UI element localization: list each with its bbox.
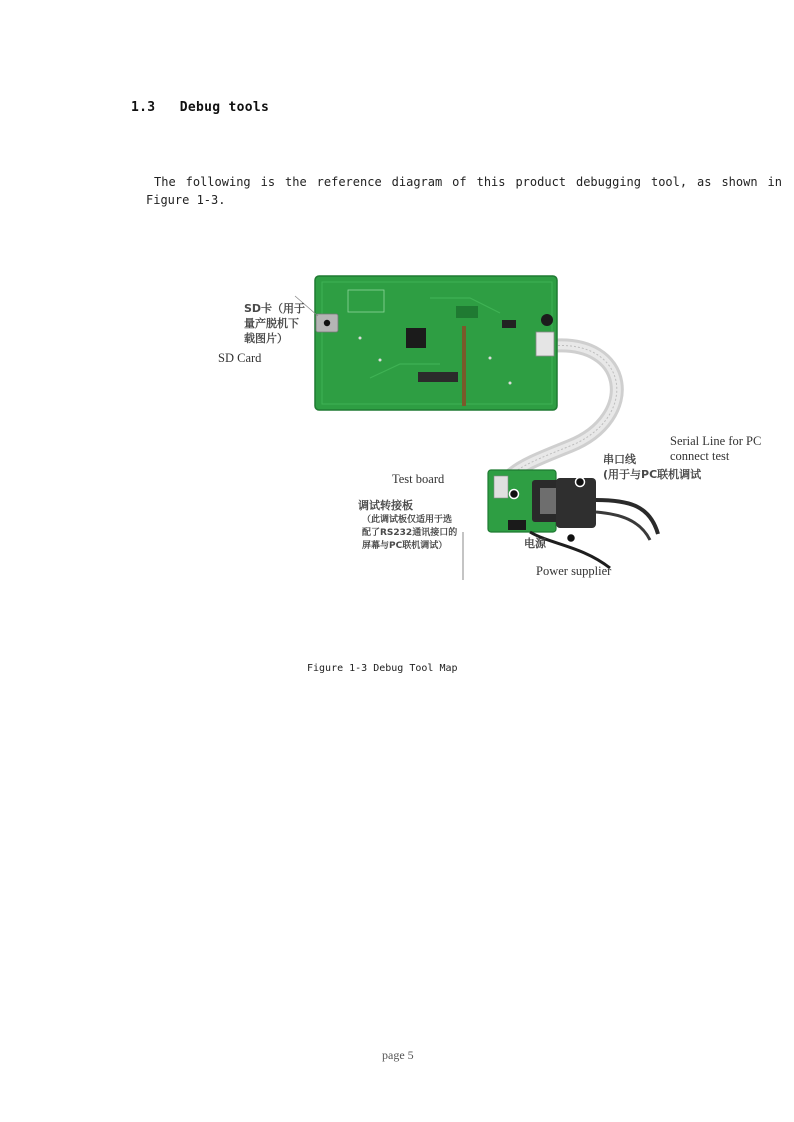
sd-card-cn-label: SD卡（用于 量产脱机下 载图片） xyxy=(244,302,306,345)
page-number: page 5 xyxy=(382,1048,414,1062)
intro-paragraph: The following is the reference diagram of this product debugging tool, as shown in Figure 1-3. xyxy=(146,175,782,207)
test-board xyxy=(488,470,560,532)
serial-cable xyxy=(556,478,658,541)
test-board-cn-title: 调试转接板 xyxy=(358,499,413,512)
section-number: 1.3 xyxy=(131,100,156,115)
section-heading xyxy=(131,100,269,115)
main-board xyxy=(315,276,557,410)
serial-line-en-label: Serial Line for PC connect test xyxy=(670,434,762,463)
power-cn-label: 电源 xyxy=(524,537,546,550)
test-board-en-label: Test board xyxy=(392,472,445,486)
power-supplier-en-label: Power supplier xyxy=(536,564,612,578)
figure-caption: Figure 1-3 Debug Tool Map xyxy=(307,663,458,674)
serial-line-cn-label: 串口线 (用于与PC联机调试 xyxy=(603,453,702,481)
debug-tool-figure xyxy=(210,268,790,586)
test-board-cn-note: （此调试板仅适用于选 配了RS232通讯接口的 屏幕与PC联机调试） xyxy=(362,515,458,551)
section-title: Debug tools xyxy=(179,100,270,115)
sd-card-en-label: SD Card xyxy=(218,351,262,365)
